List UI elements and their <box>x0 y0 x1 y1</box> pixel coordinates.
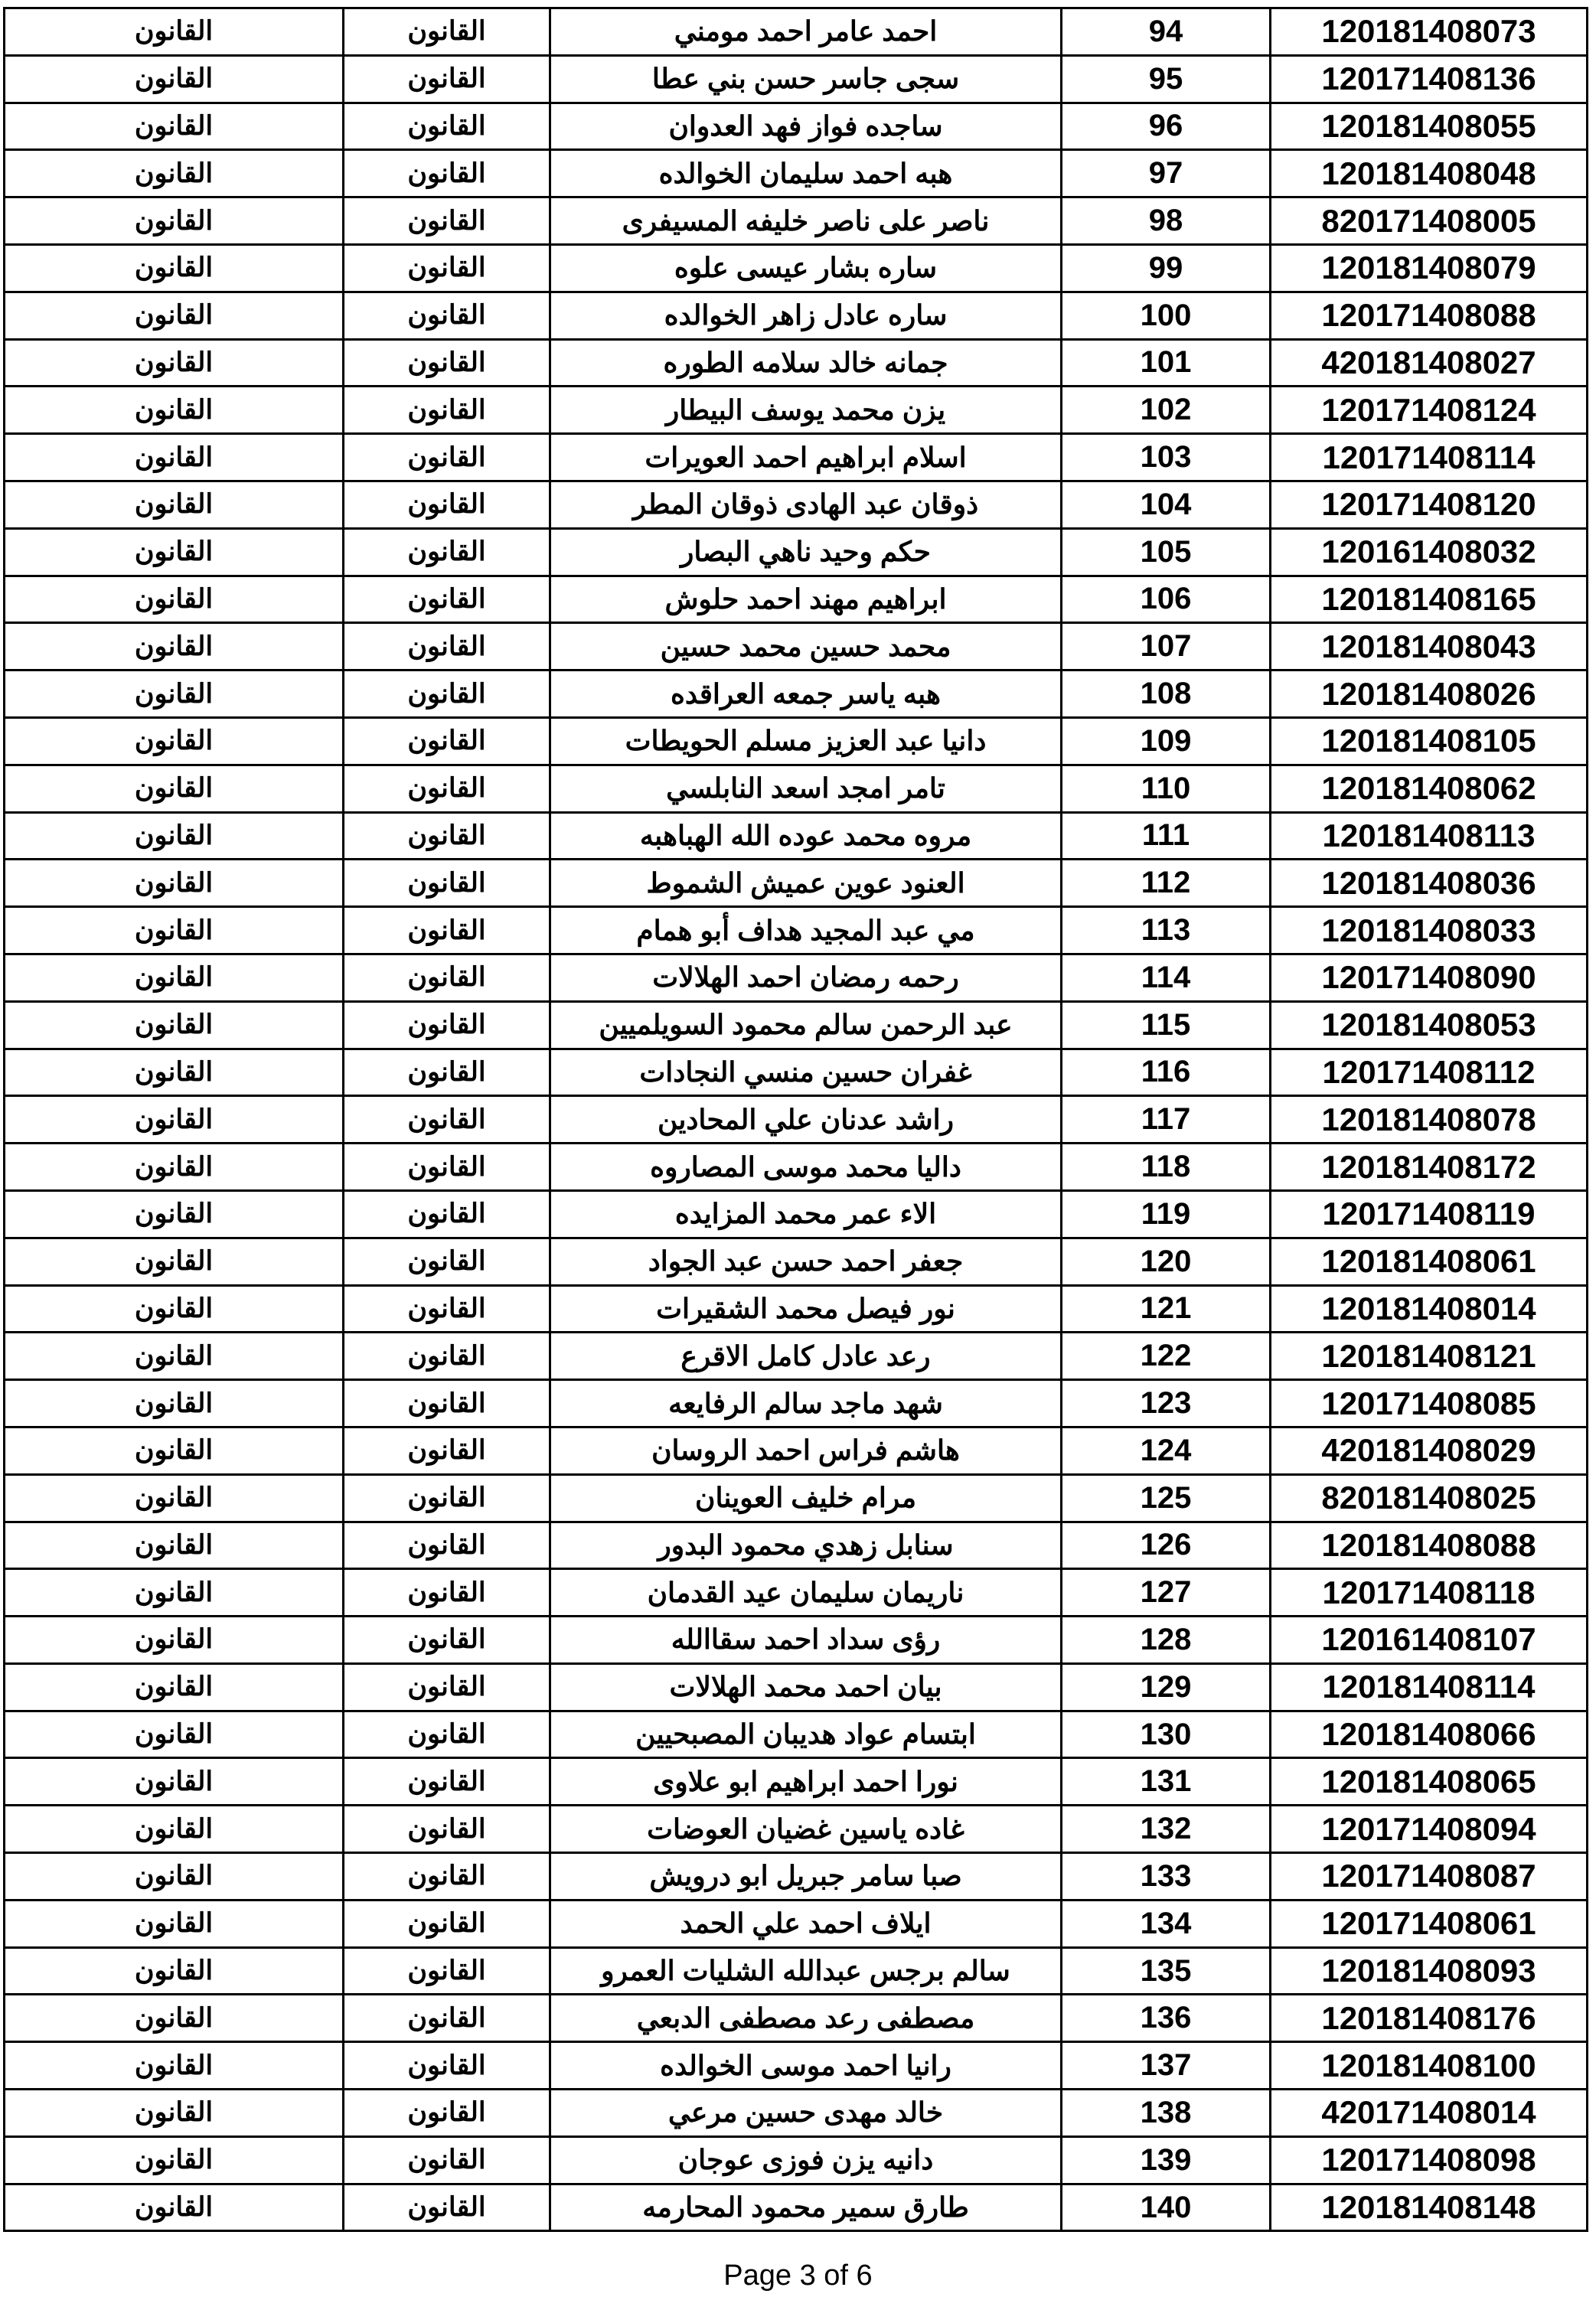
student-id-cell: 120171408088 <box>1271 292 1588 339</box>
table-row <box>5 1522 1588 1569</box>
faculty-cell: القانون <box>5 244 344 292</box>
table-row <box>5 292 1588 339</box>
student-roster-table <box>3 7 1588 2232</box>
student-name-cell: دانيا عبد العزيز مسلم الحويطات <box>550 717 1062 765</box>
serial-number-cell: 101 <box>1062 339 1271 387</box>
faculty-cell: القانون <box>5 103 344 150</box>
table-row <box>5 150 1588 197</box>
table-row <box>5 812 1588 860</box>
student-name-cell: مرام خليف العوينان <box>550 1474 1062 1522</box>
faculty-cell: القانون <box>5 2184 344 2231</box>
student-id-cell: 120181408014 <box>1271 1285 1588 1333</box>
department-cell: القانون <box>344 1190 550 1238</box>
serial-number-cell: 113 <box>1062 907 1271 954</box>
department-cell: القانون <box>344 55 550 103</box>
student-id-cell: 120181408036 <box>1271 860 1588 907</box>
serial-number-cell: 138 <box>1062 2090 1271 2137</box>
student-id-cell: 120181408121 <box>1271 1333 1588 1380</box>
department-cell: القانون <box>344 1995 550 2042</box>
student-id-cell: 120171408114 <box>1271 434 1588 481</box>
department-cell: القانون <box>344 1947 550 1995</box>
department-cell: القانون <box>344 717 550 765</box>
faculty-cell: القانون <box>5 860 344 907</box>
faculty-cell: القانون <box>5 8 344 56</box>
faculty-cell: القانون <box>5 812 344 860</box>
faculty-cell: القانون <box>5 1096 344 1144</box>
table-row <box>5 1049 1588 1096</box>
student-id-cell: 120181408026 <box>1271 671 1588 718</box>
student-name-cell: جعفر احمد حسن عبد الجواد <box>550 1238 1062 1285</box>
table-row <box>5 1711 1588 1758</box>
table-row <box>5 197 1588 245</box>
student-id-cell: 120181408172 <box>1271 1144 1588 1191</box>
student-name-cell: صبا سامر جبريل ابو درويش <box>550 1853 1062 1901</box>
student-name-cell: رؤى سداد احمد سقاالله <box>550 1617 1062 1664</box>
table-row <box>5 1380 1588 1427</box>
faculty-cell: القانون <box>5 907 344 954</box>
table-row <box>5 623 1588 671</box>
faculty-cell: القانون <box>5 434 344 481</box>
serial-number-cell: 134 <box>1062 1900 1271 1947</box>
student-id-cell: 120181408061 <box>1271 1238 1588 1285</box>
faculty-cell: القانون <box>5 197 344 245</box>
student-name-cell: ناريمان سليمان عيد القدمان <box>550 1569 1062 1617</box>
department-cell: القانون <box>344 623 550 671</box>
serial-number-cell: 121 <box>1062 1285 1271 1333</box>
student-name-cell: ابتسام عواد هديبان المصبحيين <box>550 1711 1062 1758</box>
serial-number-cell: 96 <box>1062 103 1271 150</box>
faculty-cell: القانون <box>5 1144 344 1191</box>
department-cell: القانون <box>344 2090 550 2137</box>
table-row <box>5 244 1588 292</box>
serial-number-cell: 122 <box>1062 1333 1271 1380</box>
student-id-cell: 120171408061 <box>1271 1900 1588 1947</box>
student-id-cell: 120181408078 <box>1271 1096 1588 1144</box>
faculty-cell: القانون <box>5 292 344 339</box>
serial-number-cell: 140 <box>1062 2184 1271 2231</box>
student-name-cell: رحمه رمضان احمد الهلالات <box>550 954 1062 1001</box>
student-id-cell: 120181408043 <box>1271 623 1588 671</box>
faculty-cell: القانون <box>5 1995 344 2042</box>
department-cell: القانون <box>344 576 550 623</box>
student-id-cell: 120171408085 <box>1271 1380 1588 1427</box>
student-id-cell: 120181408114 <box>1271 1663 1588 1711</box>
student-name-cell: محمد حسين محمد حسين <box>550 623 1062 671</box>
student-name-cell: دانيه يزن فوزى عوجان <box>550 2136 1062 2184</box>
department-cell: القانون <box>344 1711 550 1758</box>
faculty-cell: القانون <box>5 1333 344 1380</box>
serial-number-cell: 123 <box>1062 1380 1271 1427</box>
table-row <box>5 1427 1588 1474</box>
student-name-cell: بيان احمد محمد الهلالات <box>550 1663 1062 1711</box>
faculty-cell: القانون <box>5 1427 344 1474</box>
serial-number-cell: 124 <box>1062 1427 1271 1474</box>
student-id-cell: 120181408100 <box>1271 2042 1588 2090</box>
serial-number-cell: 111 <box>1062 812 1271 860</box>
student-name-cell: ساره بشار عيسى علوه <box>550 244 1062 292</box>
serial-number-cell: 98 <box>1062 197 1271 245</box>
table-row <box>5 434 1588 481</box>
table-row <box>5 1285 1588 1333</box>
department-cell: القانون <box>344 434 550 481</box>
table-row <box>5 2136 1588 2184</box>
page-number-footer: Page 3 of 6 <box>723 2259 873 2292</box>
table-row <box>5 1900 1588 1947</box>
table-row <box>5 1806 1588 1853</box>
student-id-cell: 120171408112 <box>1271 1049 1588 1096</box>
department-cell: القانون <box>344 2042 550 2090</box>
faculty-cell: القانون <box>5 1238 344 1285</box>
student-id-cell: 120181408088 <box>1271 1522 1588 1569</box>
faculty-cell: القانون <box>5 954 344 1001</box>
department-cell: القانون <box>344 1474 550 1522</box>
department-cell: القانون <box>344 671 550 718</box>
student-id-cell: 120181408165 <box>1271 576 1588 623</box>
department-cell: القانون <box>344 1900 550 1947</box>
student-name-cell: رانيا احمد موسى الخوالده <box>550 2042 1062 2090</box>
student-name-cell: غاده ياسين غضيان العوضات <box>550 1806 1062 1853</box>
department-cell: القانون <box>344 860 550 907</box>
serial-number-cell: 120 <box>1062 1238 1271 1285</box>
faculty-cell: القانون <box>5 1380 344 1427</box>
student-id-cell: 120181408066 <box>1271 1711 1588 1758</box>
faculty-cell: القانون <box>5 150 344 197</box>
serial-number-cell: 127 <box>1062 1569 1271 1617</box>
table-row <box>5 907 1588 954</box>
department-cell: القانون <box>344 197 550 245</box>
serial-number-cell: 137 <box>1062 2042 1271 2090</box>
faculty-cell: القانون <box>5 2042 344 2090</box>
student-name-cell: العنود عوين عميش الشموط <box>550 860 1062 907</box>
table-row <box>5 1190 1588 1238</box>
student-name-cell: سجى جاسر حسن بني عطا <box>550 55 1062 103</box>
serial-number-cell: 94 <box>1062 8 1271 56</box>
department-cell: القانون <box>344 1049 550 1096</box>
student-name-cell: ساجده فواز فهد العدوان <box>550 103 1062 150</box>
table-row <box>5 1853 1588 1901</box>
student-name-cell: مصطفى رعد مصطفى الدبعي <box>550 1995 1062 2042</box>
serial-number-cell: 139 <box>1062 2136 1271 2184</box>
department-cell: القانون <box>344 8 550 56</box>
faculty-cell: القانون <box>5 1569 344 1617</box>
faculty-cell: القانون <box>5 481 344 528</box>
student-name-cell: مروه محمد عوده الله الهباهبه <box>550 812 1062 860</box>
student-name-cell: سالم برجس عبدالله الشليات العمرو <box>550 1947 1062 1995</box>
table-row <box>5 2184 1588 2231</box>
faculty-cell: القانون <box>5 339 344 387</box>
student-id-cell: 120181408053 <box>1271 1001 1588 1049</box>
faculty-cell: القانون <box>5 1663 344 1711</box>
student-id-cell: 120171408098 <box>1271 2136 1588 2184</box>
department-cell: القانون <box>344 387 550 434</box>
department-cell: القانون <box>344 244 550 292</box>
table-row <box>5 2090 1588 2137</box>
student-name-cell: داليا محمد موسى المصاروه <box>550 1144 1062 1191</box>
student-name-cell: نور فيصل محمد الشقيرات <box>550 1285 1062 1333</box>
table-row <box>5 8 1588 56</box>
department-cell: القانون <box>344 1758 550 1806</box>
department-cell: القانون <box>344 954 550 1001</box>
table-row <box>5 1238 1588 1285</box>
student-id-cell: 120181408176 <box>1271 1995 1588 2042</box>
faculty-cell: القانون <box>5 717 344 765</box>
roster-body <box>5 8 1588 2231</box>
faculty-cell: القانون <box>5 55 344 103</box>
student-name-cell: ابراهيم مهند احمد حلوش <box>550 576 1062 623</box>
department-cell: القانون <box>344 150 550 197</box>
student-name-cell: غفران حسين منسي النجادات <box>550 1049 1062 1096</box>
department-cell: القانون <box>344 1001 550 1049</box>
department-cell: القانون <box>344 765 550 812</box>
student-id-cell: 120171408119 <box>1271 1190 1588 1238</box>
faculty-cell: القانون <box>5 1806 344 1853</box>
table-row <box>5 339 1588 387</box>
table-row <box>5 1995 1588 2042</box>
student-id-cell: 120181408073 <box>1271 8 1588 56</box>
serial-number-cell: 109 <box>1062 717 1271 765</box>
student-id-cell: 420171408014 <box>1271 2090 1588 2137</box>
faculty-cell: القانون <box>5 1001 344 1049</box>
table-row <box>5 55 1588 103</box>
serial-number-cell: 99 <box>1062 244 1271 292</box>
department-cell: القانون <box>344 2136 550 2184</box>
table-row <box>5 954 1588 1001</box>
department-cell: القانون <box>344 339 550 387</box>
department-cell: القانون <box>344 481 550 528</box>
serial-number-cell: 136 <box>1062 1995 1271 2042</box>
table-row <box>5 1569 1588 1617</box>
serial-number-cell: 135 <box>1062 1947 1271 1995</box>
table-row <box>5 1617 1588 1664</box>
student-name-cell: يزن محمد يوسف البيطار <box>550 387 1062 434</box>
student-name-cell: الاء عمر محمد المزايده <box>550 1190 1062 1238</box>
student-name-cell: شهد ماجد سالم الرفايعه <box>550 1380 1062 1427</box>
serial-number-cell: 103 <box>1062 434 1271 481</box>
serial-number-cell: 128 <box>1062 1617 1271 1664</box>
student-id-cell: 120181408105 <box>1271 717 1588 765</box>
student-id-cell: 120181408055 <box>1271 103 1588 150</box>
student-name-cell: نورا احمد ابراهيم ابو علاوى <box>550 1758 1062 1806</box>
department-cell: القانون <box>344 528 550 576</box>
faculty-cell: القانون <box>5 2090 344 2137</box>
serial-number-cell: 106 <box>1062 576 1271 623</box>
serial-number-cell: 108 <box>1062 671 1271 718</box>
table-row <box>5 103 1588 150</box>
serial-number-cell: 112 <box>1062 860 1271 907</box>
table-row <box>5 576 1588 623</box>
table-row <box>5 765 1588 812</box>
student-id-cell: 120181408093 <box>1271 1947 1588 1995</box>
serial-number-cell: 107 <box>1062 623 1271 671</box>
student-id-cell: 120181408113 <box>1271 812 1588 860</box>
department-cell: القانون <box>344 1096 550 1144</box>
serial-number-cell: 116 <box>1062 1049 1271 1096</box>
table-row <box>5 481 1588 528</box>
table-row <box>5 671 1588 718</box>
student-name-cell: سنابل زهدي محمود البدور <box>550 1522 1062 1569</box>
student-id-cell: 120181408048 <box>1271 150 1588 197</box>
student-id-cell: 120171408136 <box>1271 55 1588 103</box>
serial-number-cell: 133 <box>1062 1853 1271 1901</box>
serial-number-cell: 129 <box>1062 1663 1271 1711</box>
faculty-cell: القانون <box>5 1758 344 1806</box>
student-name-cell: ساره عادل زاهر الخوالده <box>550 292 1062 339</box>
department-cell: القانون <box>344 1806 550 1853</box>
department-cell: القانون <box>344 1569 550 1617</box>
serial-number-cell: 95 <box>1062 55 1271 103</box>
student-id-cell: 120181408148 <box>1271 2184 1588 2231</box>
table-row <box>5 717 1588 765</box>
faculty-cell: القانون <box>5 1474 344 1522</box>
faculty-cell: القانون <box>5 623 344 671</box>
faculty-cell: القانون <box>5 1522 344 1569</box>
serial-number-cell: 132 <box>1062 1806 1271 1853</box>
student-name-cell: رعد عادل كامل الاقرع <box>550 1333 1062 1380</box>
faculty-cell: القانون <box>5 1285 344 1333</box>
student-name-cell: تامر امجد اسعد النابلسي <box>550 765 1062 812</box>
department-cell: القانون <box>344 1285 550 1333</box>
faculty-cell: القانون <box>5 1049 344 1096</box>
student-id-cell: 120161408107 <box>1271 1617 1588 1664</box>
serial-number-cell: 114 <box>1062 954 1271 1001</box>
department-cell: القانون <box>344 1144 550 1191</box>
student-id-cell: 420181408029 <box>1271 1427 1588 1474</box>
student-id-cell: 120181408062 <box>1271 765 1588 812</box>
faculty-cell: القانون <box>5 1617 344 1664</box>
table-row <box>5 1001 1588 1049</box>
department-cell: القانون <box>344 1380 550 1427</box>
student-name-cell: حكم وحيد ناهي البصار <box>550 528 1062 576</box>
table-row <box>5 1663 1588 1711</box>
serial-number-cell: 118 <box>1062 1144 1271 1191</box>
serial-number-cell: 119 <box>1062 1190 1271 1238</box>
table-row <box>5 860 1588 907</box>
serial-number-cell: 126 <box>1062 1522 1271 1569</box>
student-name-cell: احمد عامر احمد مومني <box>550 8 1062 56</box>
faculty-cell: القانون <box>5 528 344 576</box>
student-name-cell: هبه ياسر جمعه العراقده <box>550 671 1062 718</box>
table-row <box>5 1947 1588 1995</box>
student-id-cell: 420181408027 <box>1271 339 1588 387</box>
student-id-cell: 120171408120 <box>1271 481 1588 528</box>
department-cell: القانون <box>344 103 550 150</box>
department-cell: القانون <box>344 292 550 339</box>
department-cell: القانون <box>344 1238 550 1285</box>
student-name-cell: عبد الرحمن سالم محمود السويلميين <box>550 1001 1062 1049</box>
department-cell: القانون <box>344 1333 550 1380</box>
student-id-cell: 120171408090 <box>1271 954 1588 1001</box>
serial-number-cell: 104 <box>1062 481 1271 528</box>
student-name-cell: جمانه خالد سلامه الطوره <box>550 339 1062 387</box>
table-row <box>5 1758 1588 1806</box>
student-name-cell: هاشم فراس احمد الروسان <box>550 1427 1062 1474</box>
student-id-cell: 120161408032 <box>1271 528 1588 576</box>
faculty-cell: القانون <box>5 1853 344 1901</box>
table-row <box>5 1474 1588 1522</box>
table-row <box>5 2042 1588 2090</box>
faculty-cell: القانون <box>5 2136 344 2184</box>
serial-number-cell: 130 <box>1062 1711 1271 1758</box>
serial-number-cell: 117 <box>1062 1096 1271 1144</box>
serial-number-cell: 102 <box>1062 387 1271 434</box>
student-name-cell: طارق سمير محمود المحارمه <box>550 2184 1062 2231</box>
student-id-cell: 120171408124 <box>1271 387 1588 434</box>
student-name-cell: خالد مهدى حسين مرعي <box>550 2090 1062 2137</box>
student-name-cell: ذوقان عبد الهادى ذوقان المطر <box>550 481 1062 528</box>
student-name-cell: ايلاف احمد علي الحمد <box>550 1900 1062 1947</box>
faculty-cell: القانون <box>5 1947 344 1995</box>
student-id-cell: 120171408118 <box>1271 1569 1588 1617</box>
student-id-cell: 120171408087 <box>1271 1853 1588 1901</box>
student-id-cell: 820181408025 <box>1271 1474 1588 1522</box>
faculty-cell: القانون <box>5 576 344 623</box>
serial-number-cell: 97 <box>1062 150 1271 197</box>
table-row <box>5 1333 1588 1380</box>
department-cell: القانون <box>344 2184 550 2231</box>
faculty-cell: القانون <box>5 1190 344 1238</box>
serial-number-cell: 115 <box>1062 1001 1271 1049</box>
table-row <box>5 528 1588 576</box>
serial-number-cell: 100 <box>1062 292 1271 339</box>
table-row <box>5 1144 1588 1191</box>
faculty-cell: القانون <box>5 1711 344 1758</box>
serial-number-cell: 110 <box>1062 765 1271 812</box>
serial-number-cell: 131 <box>1062 1758 1271 1806</box>
faculty-cell: القانون <box>5 765 344 812</box>
table-row <box>5 1096 1588 1144</box>
student-name-cell: ناصر على ناصر خليفه المسيفرى <box>550 197 1062 245</box>
department-cell: القانون <box>344 1617 550 1664</box>
department-cell: القانون <box>344 1522 550 1569</box>
faculty-cell: القانون <box>5 1900 344 1947</box>
serial-number-cell: 125 <box>1062 1474 1271 1522</box>
faculty-cell: القانون <box>5 387 344 434</box>
student-id-cell: 120181408033 <box>1271 907 1588 954</box>
table-row <box>5 387 1588 434</box>
student-name-cell: راشد عدنان علي المحادين <box>550 1096 1062 1144</box>
student-name-cell: مي عبد المجيد هداف أبو همام <box>550 907 1062 954</box>
department-cell: القانون <box>344 1427 550 1474</box>
student-id-cell: 120181408065 <box>1271 1758 1588 1806</box>
faculty-cell: القانون <box>5 671 344 718</box>
student-name-cell: اسلام ابراهيم احمد العويرات <box>550 434 1062 481</box>
department-cell: القانون <box>344 1853 550 1901</box>
department-cell: القانون <box>344 1663 550 1711</box>
student-id-cell: 120171408094 <box>1271 1806 1588 1853</box>
student-id-cell: 120181408079 <box>1271 244 1588 292</box>
student-id-cell: 820171408005 <box>1271 197 1588 245</box>
student-name-cell: هبه احمد سليمان الخوالده <box>550 150 1062 197</box>
department-cell: القانون <box>344 812 550 860</box>
serial-number-cell: 105 <box>1062 528 1271 576</box>
department-cell: القانون <box>344 907 550 954</box>
